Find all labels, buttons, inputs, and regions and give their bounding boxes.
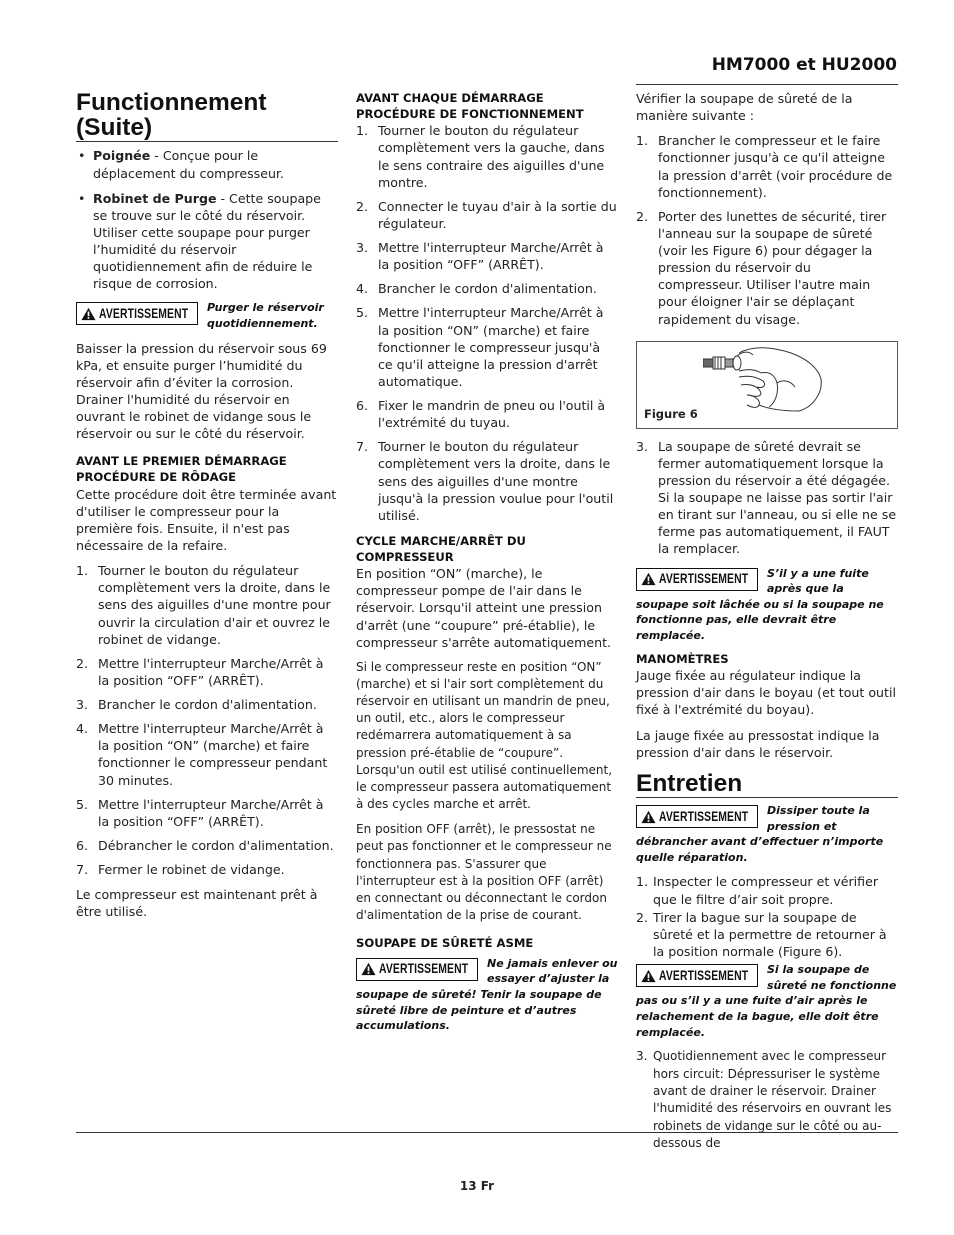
step-number: 6.	[76, 837, 89, 853]
step-item	[76, 796, 338, 830]
warning-block	[76, 300, 338, 331]
section-title-line2: (Suite)	[76, 114, 153, 142]
step-number: 2.	[636, 909, 649, 925]
maintenance-steps	[636, 1048, 898, 1152]
figure-6	[636, 341, 898, 429]
column-2	[356, 91, 618, 1042]
step-item	[356, 198, 618, 232]
term: Poignée	[93, 148, 151, 164]
step-item	[636, 1048, 898, 1152]
step-text: Brancher le compresseur et le faire fonctionner jusqu'à ce qu'il atteigne la pression d'arrêt (voir procédure de fonctionnement).	[658, 133, 893, 200]
step-item	[636, 208, 898, 328]
step-number: 2.	[76, 655, 89, 671]
warning-text: S’il y a une fuite après que la soupape soit lâchée ou si la soupape ne fonctionne pas, elle devrait être remplacée.	[636, 566, 884, 642]
bottom-rule	[76, 1132, 898, 1133]
warning-triangle-icon	[641, 810, 656, 824]
hand-pulling-valve-ring-icon	[703, 345, 833, 413]
section-title-entretien: Entretien	[636, 769, 743, 797]
warning-badge	[636, 964, 758, 987]
procedure-steps	[356, 122, 618, 524]
step-text: Inspecter le compresseur et vérifier que le filtre d’air soit propre.	[653, 874, 879, 907]
step-text: La soupape de sûreté devrait se fermer automatiquement lorsque la pression du réservoir a été dégagée. Si la soupape ne laisse pas sortir l'air en tirant sur l'anneau, ou si elle ne se ferme pas automatiquement, il FAUT la remplacer.	[658, 438, 897, 557]
step-item	[76, 837, 338, 854]
step-text: Quotidiennement avec le compresseur hors circuit: Dépressuriser le système avant de drainer le réservoir. Drainer l'humidité des réservoirs en ouvrant les robinets de vidange sur le côté ou au-dessous de	[653, 1049, 892, 1151]
step-number: 5.	[76, 796, 89, 812]
paragraph: En position OFF (arrêt), le pressostat ne peut pas fonctionner et le compresseur ne fonctionnera pas. S'assurer que l'interrupteur est à la position OFF (arrêt) en connectant ou déconnectant le cordon d'alimentation de la prise de courant.	[356, 822, 612, 922]
warning-text: Ne jamais enlever ou essayer d’ajuster la soupape de sûreté! Tenir la soupape de sûreté libre de peinture et d’autres accumulations.	[356, 956, 618, 1033]
paragraph: Cette procédure doit être terminée avant d'utiliser le compresseur pour la première fois. Ensuite, il n'est pas nécessaire de la refaire.	[76, 486, 337, 554]
step-text: Mettre l'interrupteur Marche/Arrêt à la position “ON” (marche) et faire fonctionner le compresseur pendant 30 minutes.	[98, 721, 328, 788]
step-text: Mettre l'interrupteur Marche/Arrêt à la position “OFF” (ARRÊT).	[378, 240, 604, 273]
feature-list	[76, 147, 338, 292]
step-item	[356, 122, 618, 191]
warning-label: AVERTISSEMENT	[379, 960, 469, 977]
step-number: 5.	[356, 305, 369, 321]
subheading: AVANT CHAQUE DÉMARRAGE PROCÉDURE DE FONCTIONNEMENT	[356, 91, 584, 121]
step-number: 3.	[76, 697, 89, 713]
step-text: Fixer le mandrin de pneu ou l'outil à l'extrémité du tuyau.	[378, 398, 606, 431]
column-3	[636, 90, 898, 1161]
subheading: SOUPAPE DE SÛRETÉ ASME	[356, 936, 534, 951]
step-item	[356, 239, 618, 273]
step-text: Débrancher le cordon d'alimentation.	[98, 837, 334, 853]
subheading: AVANT LE PREMIER DÉMARRAGE PROCÉDURE DE RÔDAGE	[76, 454, 287, 485]
step-number: 4.	[76, 721, 89, 737]
procedure-steps	[636, 132, 898, 327]
procedure-steps	[636, 438, 898, 558]
step-item	[76, 562, 338, 648]
step-text: Mettre l'interrupteur Marche/Arrêt à la position “OFF” (ARRÊT).	[98, 796, 324, 829]
warning-triangle-icon	[641, 969, 656, 983]
page-number: 13 Fr	[459, 1179, 495, 1193]
procedure-steps	[76, 562, 338, 878]
step-text: Mettre l'interrupteur Marche/Arrêt à la position “OFF” (ARRÊT).	[98, 655, 324, 688]
step-item	[636, 873, 898, 907]
step-item	[356, 438, 618, 524]
step-text: Brancher le cordon d'alimentation.	[378, 281, 597, 297]
warning-label: AVERTISSEMENT	[659, 570, 749, 587]
step-item	[636, 909, 898, 960]
paragraph: Jauge fixée au régulateur indique la pression d'air dans le boyau (et tout outil fixé à l'extrémité du boyau).	[636, 668, 896, 718]
step-number: 1.	[76, 563, 89, 579]
step-number: 2.	[636, 208, 649, 224]
step-item	[76, 696, 338, 713]
warning-label: AVERTISSEMENT	[659, 807, 749, 824]
step-item	[76, 655, 338, 689]
step-number: 3.	[356, 240, 369, 256]
warning-badge	[76, 302, 198, 325]
step-number: 6.	[356, 398, 369, 414]
warning-block	[636, 566, 898, 644]
warning-label: AVERTISSEMENT	[99, 305, 189, 322]
step-item	[76, 720, 338, 789]
paragraph: Baisser la pression du réservoir sous 69 kPa, et ensuite purger l’humidité du réservoir afin d’éviter la corrosion. Drainer l'humidité du réservoir en ouvrant le robinet de vidange sous le réservoir ou sur le côté du réservoir.	[76, 340, 327, 442]
step-number: 4.	[356, 281, 369, 297]
step-number: 3.	[636, 438, 649, 454]
step-item	[356, 304, 618, 390]
paragraph: En position “ON” (marche), le compresseur pompe de l'air dans le réservoir. Lorsqu'il atteint une pression d'arrêt (une “coupure” pré-établie), le compresseur s'arrête automatiquement.	[356, 566, 612, 650]
model-header: HM7000 et HU2000	[711, 55, 897, 75]
subheading: MANOMÈTRES	[636, 651, 729, 666]
warning-badge	[636, 805, 758, 828]
warning-block	[636, 962, 898, 1040]
step-number: 7.	[76, 862, 89, 878]
column-1	[76, 90, 338, 928]
warning-label: AVERTISSEMENT	[659, 966, 749, 983]
step-text: Brancher le cordon d'alimentation.	[98, 697, 317, 713]
warning-text: Si la soupape de sûreté ne fonctionne pas ou s’il y a une fuite d’air après le relachement de la bague, elle doit être remplacée.	[636, 963, 897, 1039]
paragraph: Le compresseur est maintenant prêt à être utilisé.	[76, 887, 318, 920]
step-number: 7.	[356, 439, 369, 455]
step-text: Connecter le tuyau d'air à la sortie du régulateur.	[378, 198, 617, 231]
warning-block	[356, 956, 618, 1034]
step-text: Porter des lunettes de sécurité, tirer l'anneau sur la soupape de sûreté (voir les Figure 6) pour dégager la pression du réservoir du compresseur. Utiliser l'autre main pour éloigner l'air se déplaçant rapidement du visage.	[658, 208, 887, 327]
paragraph: Vérifier la soupape de sûreté de la manière suivante :	[636, 91, 853, 124]
warning-badge	[636, 568, 758, 591]
warning-text: Purger le réservoir quotidiennement.	[207, 301, 324, 331]
step-text: Tourner le bouton du régulateur complètement vers la droite, dans le sens des aiguilles d'une montre pour ouvrir la circulation d'air et ouvrez le robinet de vidange.	[98, 563, 331, 647]
paragraph: La jauge fixée au pressostat indique la pression d'air dans le réservoir.	[636, 727, 880, 760]
step-text: Mettre l'interrupteur Marche/Arrêt à la position “ON” (marche) et faire fonctionner le compresseur jusqu'à ce qu'il atteigne la pression d'arrêt automatique.	[378, 305, 604, 389]
section-title	[636, 771, 898, 798]
warning-badge	[356, 958, 478, 981]
maintenance-steps	[636, 873, 898, 960]
step-item	[636, 132, 898, 201]
description: - Conçue pour le déplacement du compresseur.	[93, 148, 284, 181]
section-title-line1: Functionnement	[76, 89, 267, 116]
description: - Cette soupape se trouve sur le côté du réservoir. Utiliser cette soupape pour purger l’humidité du réservoir quotidiennement afin de réduire le risque de corrosion.	[93, 190, 321, 292]
step-text: Tourner le bouton du régulateur complètement vers la gauche, dans le sens contraire des aiguilles d'une montre.	[378, 123, 605, 190]
step-number: 1.	[636, 133, 649, 149]
step-item	[636, 438, 898, 558]
figure-caption: Figure 6	[644, 407, 698, 421]
warning-triangle-icon	[81, 307, 96, 321]
term: Robinet de Purge	[93, 190, 217, 206]
section-title	[76, 90, 338, 142]
step-text: Tourner le bouton du régulateur complètement vers la droite, dans le sens des aiguilles d'une montre jusqu'à la pression voulue pour l'outil utilisé.	[378, 439, 614, 523]
step-number: 2.	[356, 198, 369, 214]
step-number: 3.	[636, 1049, 648, 1064]
warning-triangle-icon	[361, 962, 376, 976]
step-item	[356, 280, 618, 297]
step-number: 1.	[356, 123, 369, 139]
warning-triangle-icon	[641, 572, 656, 586]
paragraph: Si le compresseur reste en position “ON” (marche) et si l'air sort complètement du réservoir en utilisant un mandrin de pneu, un outil, etc., alors le compresseur redémarrera automatiquement à sa pression pré-établie de “coupure”. Lorsqu'un outil est utilisé continuellement, le compresseur passera automatiquement à des cycles marche et arrêt.	[356, 659, 613, 812]
subheading: CYCLE MARCHE/ARRÊT DU COMPRESSEUR	[356, 533, 526, 564]
step-text: Fermer le robinet de vidange.	[98, 862, 285, 878]
step-number: 1.	[636, 874, 649, 890]
list-item	[76, 147, 338, 181]
warning-block	[636, 803, 898, 865]
list-item	[76, 190, 338, 293]
step-item	[76, 861, 338, 878]
step-item	[356, 397, 618, 431]
warning-text: Dissiper toute la pression et débrancher avant d’effectuer n’importe quelle réparation.	[636, 804, 884, 864]
step-text: Tirer la bague sur la soupape de sûreté et la permettre de retourner à la position normale (Figure 6).	[653, 909, 887, 959]
top-rule	[636, 84, 898, 85]
